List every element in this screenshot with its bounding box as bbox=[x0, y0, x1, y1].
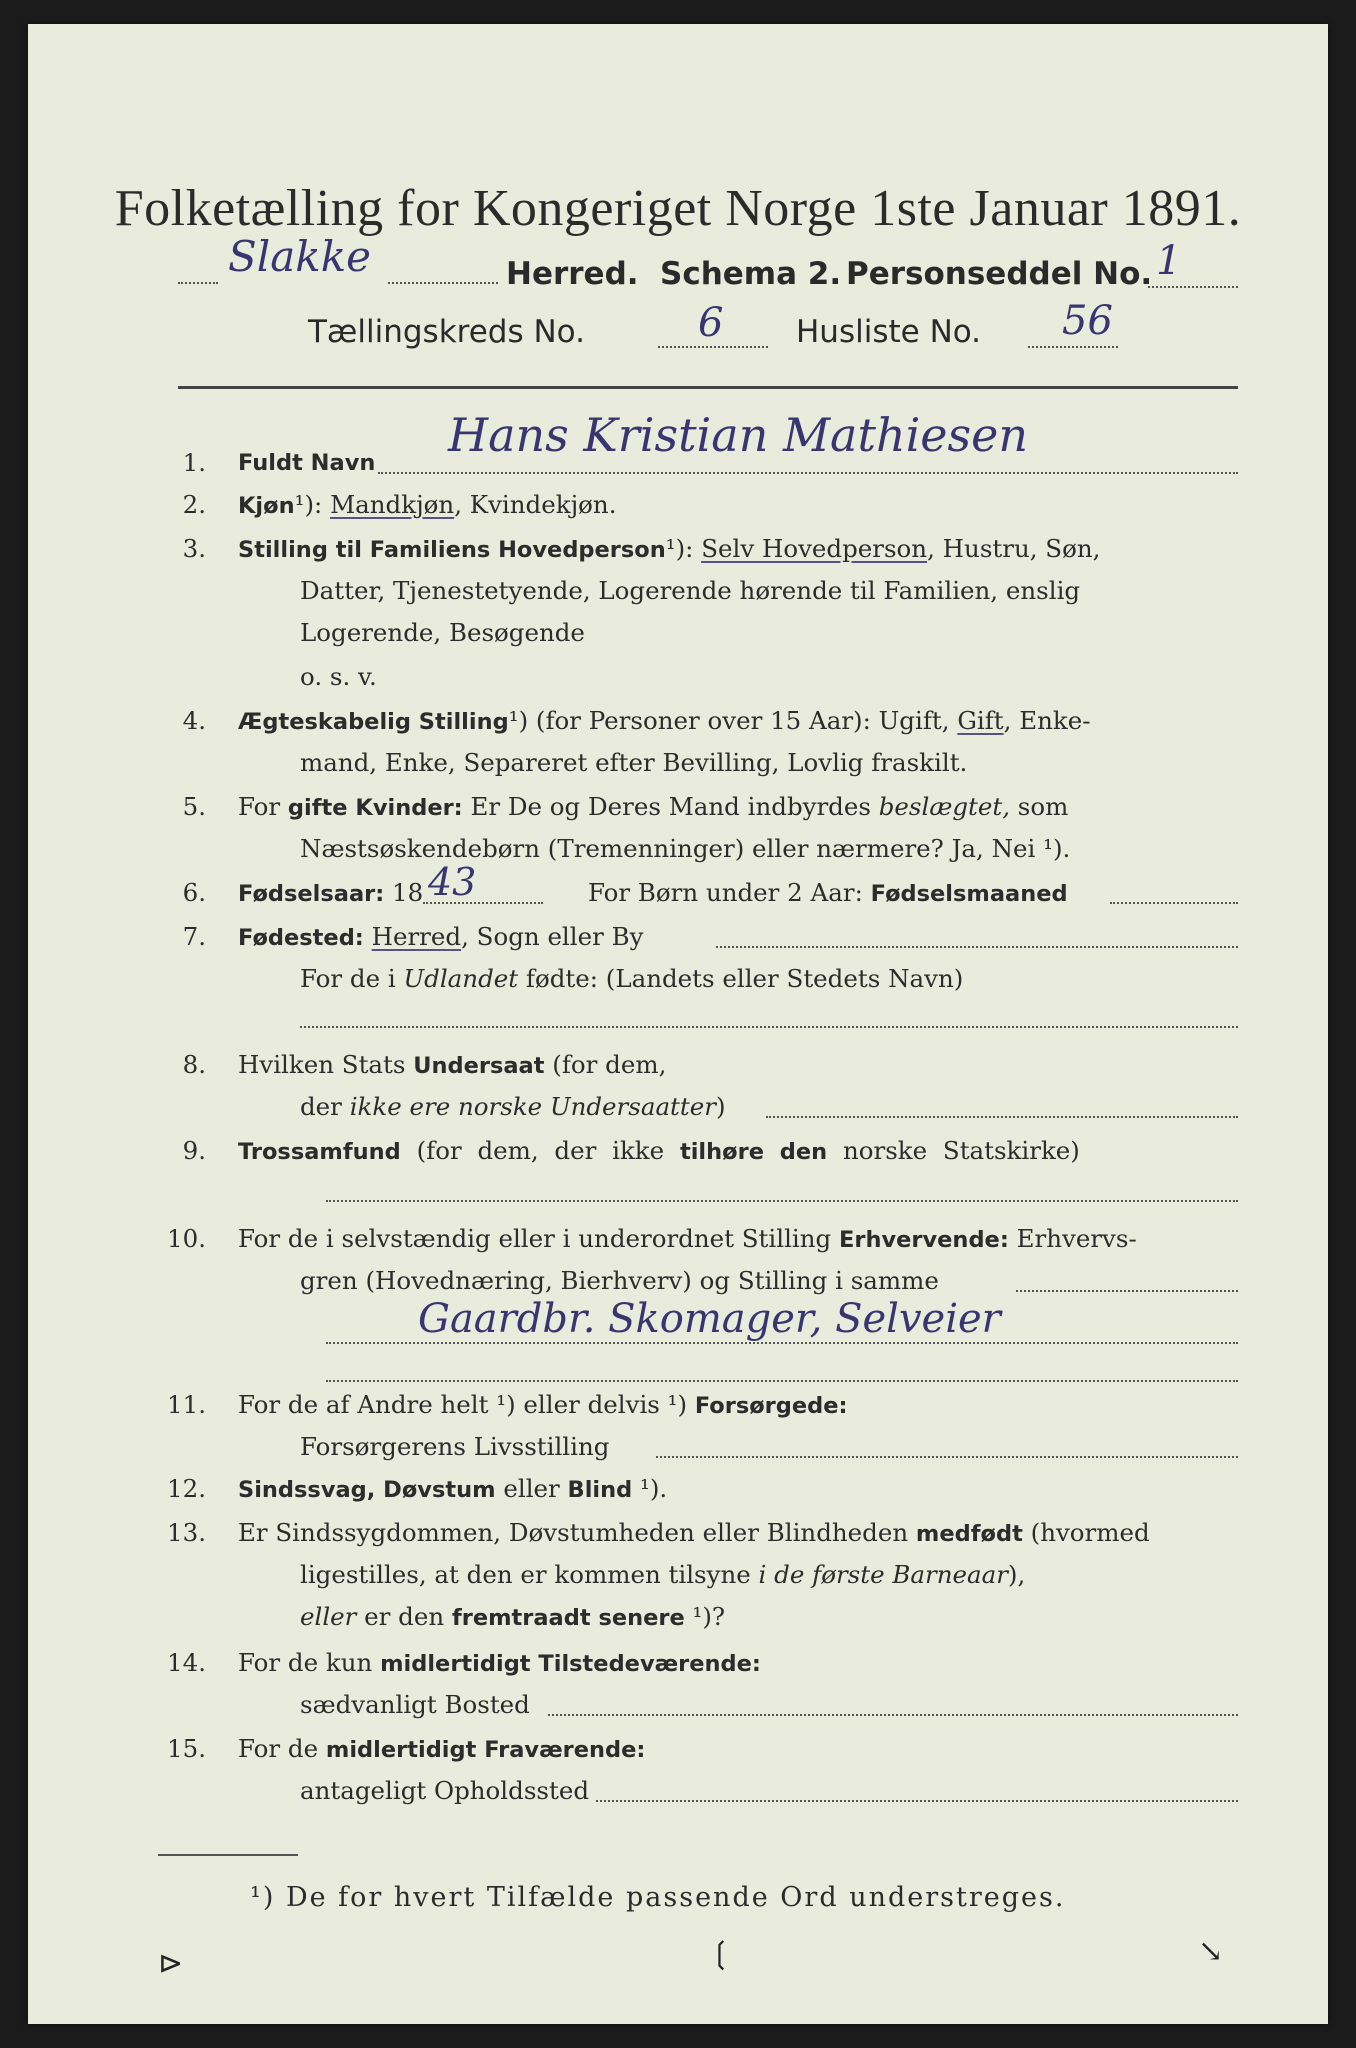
q5-label: gifte Kvinder: bbox=[287, 795, 463, 821]
question-number: 7. bbox=[182, 922, 206, 951]
question-number: 5. bbox=[182, 792, 206, 821]
q3-line2: Datter, Tjenestetyende, Logerende hørende til Familien, enslig bbox=[300, 576, 1081, 605]
dotted-line bbox=[1016, 1290, 1238, 1292]
q5-line2: Næstsøskendebørn (Tremenninger) eller nærmere? Ja, Nei ¹). bbox=[300, 834, 1071, 863]
q8-prefix: Hvilken Stats bbox=[238, 1050, 414, 1079]
q8-line2-italic: ikke ere norske Undersaatter bbox=[349, 1092, 716, 1121]
question-number: 6. bbox=[182, 878, 206, 907]
q3-label: Stilling til Familiens Hovedperson bbox=[238, 537, 666, 563]
q13-line2-end: ), bbox=[1007, 1560, 1026, 1589]
q7-line2-pre: For de i bbox=[300, 964, 404, 993]
question-number: 15. bbox=[167, 1734, 206, 1763]
q14-label: midlertidigt Tilstedeværende: bbox=[380, 1651, 761, 1677]
dotted-line bbox=[178, 282, 218, 284]
q12-label2: Blind bbox=[567, 1477, 633, 1503]
dotted-line bbox=[766, 1116, 1238, 1118]
q11-label: Forsørgede: bbox=[694, 1393, 848, 1419]
q8-line2 bbox=[300, 1092, 726, 1121]
dotted-line bbox=[1148, 286, 1238, 288]
q3-line3: Logerende, Besøgende bbox=[300, 618, 585, 647]
q15-row bbox=[238, 1734, 645, 1763]
question-number: 3. bbox=[182, 534, 206, 563]
question-number: 4. bbox=[182, 706, 206, 735]
q13-prefix: Er Sindssygdommen, Døvstumheden eller Blindheden bbox=[238, 1518, 916, 1547]
dotted-line bbox=[716, 946, 1238, 948]
q14-prefix: For de kun bbox=[238, 1648, 381, 1677]
q6-row-2 bbox=[588, 878, 1068, 907]
q2-selected-option: Mandkjøn bbox=[330, 490, 455, 519]
q13-line3-end: ¹)? bbox=[684, 1602, 726, 1631]
q5-end: som bbox=[1010, 792, 1069, 821]
question-number: 2. bbox=[182, 490, 206, 519]
q10-line2: gren (Hovednæring, Bierhverv) og Stilling i samme bbox=[300, 1266, 939, 1295]
q13-line2 bbox=[300, 1560, 1025, 1589]
q6-label2: Fødselsmaaned bbox=[870, 881, 1068, 907]
q10-occupation-value: Gaardbr. Skomager, Selveier bbox=[418, 1296, 1001, 1342]
q9-bold: tilhøre den bbox=[679, 1139, 828, 1165]
q4-row bbox=[238, 706, 1091, 735]
q2-row bbox=[238, 490, 616, 519]
q7-line2-rest: fødte: (Landets eller Stedets Navn) bbox=[518, 964, 964, 993]
q14-row bbox=[238, 1648, 761, 1677]
q8-line2-end: ) bbox=[715, 1092, 726, 1121]
dotted-line bbox=[1028, 346, 1118, 348]
q8-row bbox=[238, 1050, 666, 1079]
footnote-ref: ¹): bbox=[294, 490, 331, 519]
q11-prefix: For de af Andre helt ¹) eller delvis ¹) bbox=[238, 1390, 695, 1419]
personseddel-label: Personseddel No. bbox=[846, 256, 1153, 292]
q12-end: ¹). bbox=[632, 1474, 668, 1503]
q13-line3-mid: er den bbox=[356, 1602, 452, 1631]
q3-selected-option: Selv Hovedperson bbox=[701, 534, 928, 563]
dotted-line bbox=[658, 346, 768, 348]
q2-options: , Kvindekjøn. bbox=[454, 490, 617, 519]
q7-selected-option: Herred bbox=[371, 922, 462, 951]
footnote-ref: ¹): bbox=[665, 534, 702, 563]
q13-line3-italic: eller bbox=[300, 1602, 357, 1631]
q14-line2: sædvanligt Bosted bbox=[300, 1690, 530, 1719]
dotted-line bbox=[656, 1456, 1238, 1458]
q4-line2: mand, Enke, Separeret efter Bevilling, Lovlig fraskilt. bbox=[300, 748, 968, 777]
dotted-line bbox=[423, 902, 543, 904]
form-title: Folketælling for Kongeriget Norge 1ste Januar 1891. bbox=[114, 180, 1242, 237]
q5-text: Er De og Deres Mand indbyrdes bbox=[462, 792, 879, 821]
personseddel-value: 1 bbox=[1156, 238, 1182, 284]
q6-text: For Børn under 2 Aar: bbox=[588, 878, 871, 907]
q13-line3 bbox=[300, 1602, 725, 1631]
dotted-line bbox=[326, 1200, 1238, 1202]
schema-label: Schema 2. bbox=[660, 256, 842, 292]
question-number: 1. bbox=[182, 448, 206, 477]
q6-year-prefix: 18 bbox=[384, 878, 424, 907]
q13-line2-pre: ligestilles, at den er kommen tilsyne bbox=[300, 1560, 759, 1589]
dotted-line bbox=[378, 472, 1238, 474]
q10-label: Erhvervende: bbox=[839, 1227, 1009, 1253]
q10-prefix: For de i selvstændig eller i underordnet Stilling bbox=[238, 1224, 839, 1253]
q7-line2-italic: Udlandet bbox=[403, 964, 519, 993]
dotted-line bbox=[548, 1714, 1238, 1716]
footnote-ref: ¹) bbox=[508, 706, 536, 735]
q7-label: Fødested: bbox=[238, 925, 364, 951]
herred-label: Herred. bbox=[506, 256, 639, 292]
q13-line2-italic: i de første Barneaar bbox=[758, 1560, 1008, 1589]
question-number: 8. bbox=[182, 1050, 206, 1079]
q9-label: Trossamfund bbox=[238, 1139, 401, 1165]
q13-end: (hvormed bbox=[1022, 1518, 1150, 1547]
center-mark-icon: ❲ bbox=[708, 1936, 734, 1971]
corner-mark-icon: ↘ bbox=[1198, 1934, 1224, 1969]
question-number: 13. bbox=[167, 1518, 206, 1547]
q2-label: Kjøn bbox=[238, 493, 295, 519]
q1-value-name: Hans Kristian Mathiesen bbox=[448, 408, 1028, 462]
q3-line4: o. s. v. bbox=[300, 662, 377, 691]
q8-line2-pre: der bbox=[300, 1092, 350, 1121]
herred-value: Slakke bbox=[228, 232, 372, 281]
q11-line2: Forsørgerens Livsstilling bbox=[300, 1432, 610, 1461]
dotted-line bbox=[1110, 902, 1238, 904]
q5-row bbox=[238, 792, 1068, 821]
q15-prefix: For de bbox=[238, 1734, 326, 1763]
husliste-value: 56 bbox=[1062, 298, 1113, 344]
footnote: ¹) De for hvert Tilfælde passende Ord understreges. bbox=[250, 1882, 1066, 1913]
dotted-line bbox=[300, 1026, 1238, 1028]
husliste-label: Husliste No. bbox=[796, 314, 982, 350]
q10-end: Erhvervs- bbox=[1008, 1224, 1137, 1253]
q6-row bbox=[238, 878, 423, 907]
q12-label: Sindssvag, Døvstum bbox=[238, 1477, 496, 1503]
dotted-line bbox=[388, 282, 498, 284]
q7-line2 bbox=[300, 964, 963, 993]
q6-label: Fødselsaar: bbox=[238, 881, 385, 907]
dotted-line bbox=[326, 1380, 1238, 1382]
question-number: 12. bbox=[167, 1474, 206, 1503]
q13-label: medfødt bbox=[915, 1521, 1023, 1547]
q13-row bbox=[238, 1518, 1150, 1547]
q12-mid: eller bbox=[495, 1474, 568, 1503]
kreds-label: Tællingskreds No. bbox=[308, 314, 585, 350]
dotted-line bbox=[326, 1342, 1238, 1344]
footnote-divider bbox=[158, 1854, 298, 1856]
q10-row bbox=[238, 1224, 1137, 1253]
q4-selected-option: Gift bbox=[957, 706, 1004, 735]
q4-label: Ægteskabelig Stilling bbox=[238, 709, 509, 735]
corner-mark-icon: ⊳ bbox=[158, 1946, 184, 1981]
q7-options: , Sogn eller By bbox=[461, 922, 644, 951]
dotted-line bbox=[596, 1800, 1238, 1802]
question-number: 14. bbox=[167, 1648, 206, 1677]
q3-options: , Hustru, Søn, bbox=[927, 534, 1101, 563]
q11-row bbox=[238, 1390, 848, 1419]
q8-rest: (for dem, bbox=[544, 1050, 667, 1079]
q9-end: norske Statskirke) bbox=[827, 1136, 1080, 1165]
q8-label: Undersaat bbox=[413, 1053, 545, 1079]
question-number: 11. bbox=[167, 1390, 206, 1419]
q1-label: Fuldt Navn bbox=[238, 450, 376, 476]
q4-options-end: , Enke- bbox=[1003, 706, 1091, 735]
census-form-sheet bbox=[28, 24, 1328, 2024]
q15-label: midlertidigt Fraværende: bbox=[325, 1737, 646, 1763]
question-number: 9. bbox=[182, 1136, 206, 1165]
q9-text: (for dem, der ikke bbox=[400, 1136, 680, 1165]
q6-birth-year-value: 43 bbox=[428, 860, 477, 904]
q5-italic: beslægtet, bbox=[878, 792, 1011, 821]
q12-row bbox=[238, 1474, 667, 1503]
q15-line2: antageligt Opholdssted bbox=[300, 1776, 589, 1805]
q5-prefix: For bbox=[238, 792, 288, 821]
q7-row bbox=[238, 922, 643, 951]
q13-line3-bold: fremtraadt senere bbox=[451, 1605, 685, 1631]
q3-row bbox=[238, 534, 1100, 563]
question-number: 10. bbox=[167, 1224, 206, 1253]
kreds-value: 6 bbox=[698, 300, 724, 346]
q4-options: (for Personer over 15 Aar): Ugift, bbox=[535, 706, 958, 735]
header-divider bbox=[178, 386, 1238, 389]
q9-row bbox=[238, 1136, 1080, 1165]
